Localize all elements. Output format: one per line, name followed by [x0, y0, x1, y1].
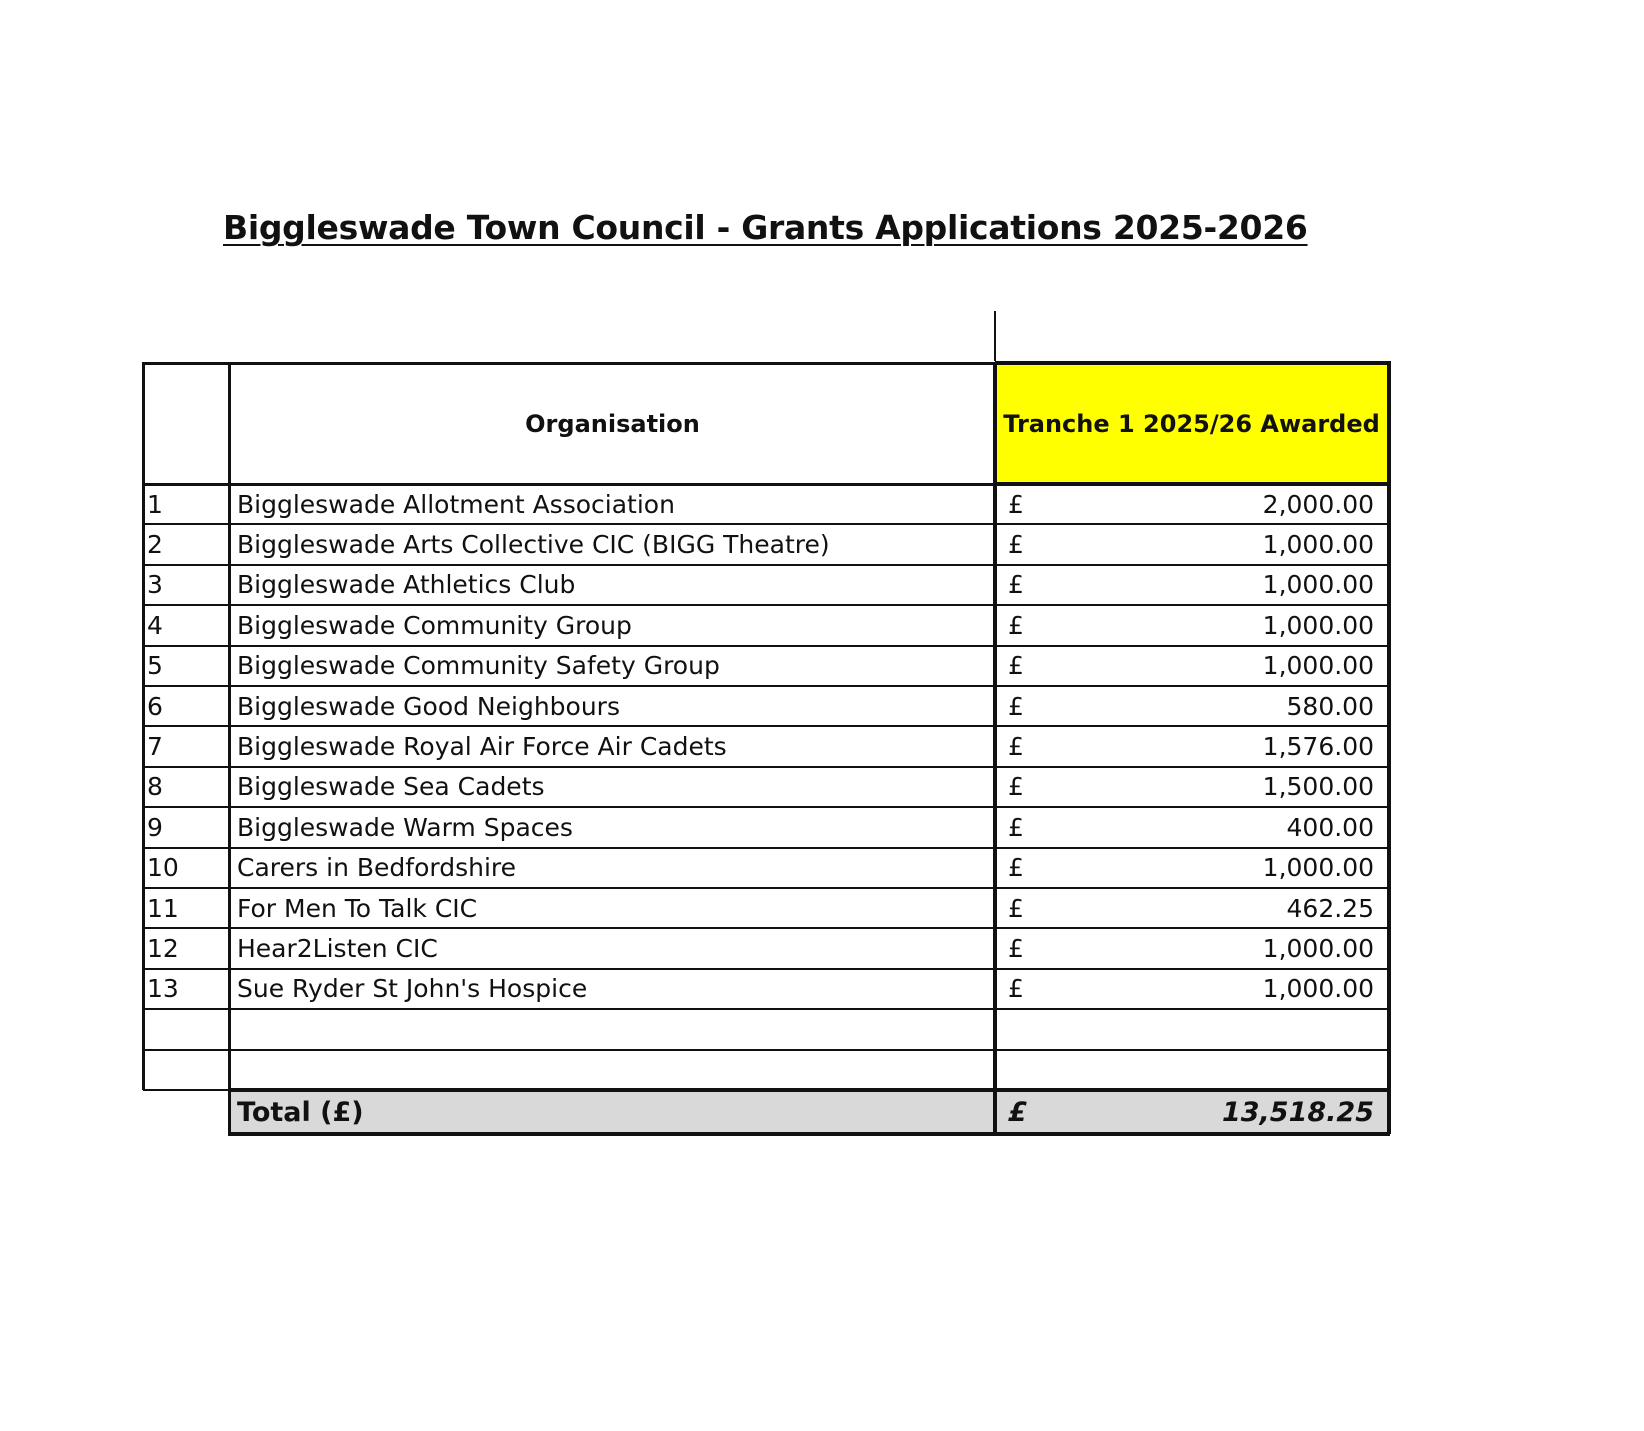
header-awarded: Tranche 1 2025/26 Awarded — [995, 363, 1388, 484]
row-currency-symbol: £ — [1008, 570, 1024, 600]
grid-line — [143, 847, 1390, 849]
empty-row-organisation — [230, 1050, 995, 1090]
row-currency-symbol: £ — [1008, 610, 1024, 640]
row-organisation: Biggleswade Allotment Association — [237, 489, 675, 519]
row-currency-symbol: £ — [1008, 853, 1024, 883]
empty-row-organisation — [230, 1009, 995, 1049]
grid-line — [143, 887, 1390, 889]
grid-line — [143, 1049, 1390, 1051]
row-number: 1 — [147, 489, 163, 519]
grid-line — [143, 604, 1390, 606]
header-organisation: Organisation — [525, 409, 700, 438]
row-amount: 2,000.00 — [1262, 489, 1374, 519]
row-amount: 462.25 — [1286, 893, 1374, 923]
grid-line — [228, 362, 231, 1134]
row-number: 6 — [147, 691, 163, 721]
row-organisation: Sue Ryder St John's Hospice — [237, 974, 588, 1004]
row-amount: 1,000.00 — [1262, 651, 1374, 681]
grid-line — [143, 685, 1390, 687]
row-amount: 580.00 — [1286, 691, 1374, 721]
grid-line — [143, 483, 995, 486]
grid-line — [143, 523, 1390, 525]
grid-line — [230, 1088, 1390, 1092]
grid-line — [995, 361, 1390, 365]
row-organisation: Biggleswade Sea Cadets — [237, 772, 545, 802]
grid-line — [143, 564, 1390, 566]
row-currency-symbol: £ — [1008, 489, 1024, 519]
row-amount: 1,000.00 — [1262, 974, 1374, 1004]
empty-row-number — [143, 1050, 230, 1090]
grid-line — [995, 482, 1390, 486]
row-number: 10 — [147, 853, 179, 883]
row-number: 9 — [147, 812, 163, 842]
row-amount: 1,576.00 — [1262, 732, 1374, 762]
row-organisation: Hear2Listen CIC — [237, 934, 438, 964]
page-title: Biggleswade Town Council - Grants Applications 2025-2026 — [223, 208, 1308, 247]
row-number: 7 — [147, 732, 163, 762]
row-currency-symbol: £ — [1008, 651, 1024, 681]
grid-line — [143, 766, 1390, 768]
row-organisation: Biggleswade Royal Air Force Air Cadets — [237, 732, 727, 762]
row-amount: 1,500.00 — [1262, 772, 1374, 802]
total-label: Total (£) — [237, 1096, 364, 1128]
total-amount: 13,518.25 — [1221, 1096, 1374, 1128]
row-currency-symbol: £ — [1008, 812, 1024, 842]
grid-line — [993, 362, 997, 1134]
row-organisation: Biggleswade Good Neighbours — [237, 691, 620, 721]
grid-line — [143, 927, 1390, 929]
row-number: 5 — [147, 651, 163, 681]
grid-line — [143, 968, 1390, 970]
empty-row-amount — [995, 1009, 1388, 1049]
row-amount: 1,000.00 — [1262, 853, 1374, 883]
row-organisation: Biggleswade Warm Spaces — [237, 812, 573, 842]
row-number: 3 — [147, 570, 163, 600]
row-organisation: For Men To Talk CIC — [237, 893, 478, 923]
row-currency-symbol: £ — [1008, 772, 1024, 802]
row-organisation: Biggleswade Community Group — [237, 610, 632, 640]
empty-row-amount — [995, 1050, 1388, 1090]
row-amount: 400.00 — [1286, 812, 1374, 842]
row-amount: 1,000.00 — [1262, 530, 1374, 560]
row-organisation: Carers in Bedfordshire — [237, 853, 517, 883]
row-currency-symbol: £ — [1008, 732, 1024, 762]
grid-line — [1387, 361, 1391, 1134]
row-currency-symbol: £ — [1008, 934, 1024, 964]
row-amount: 1,000.00 — [1262, 610, 1374, 640]
row-number: 13 — [147, 974, 179, 1004]
row-organisation: Biggleswade Arts Collective CIC (BIGG Theatre) — [237, 530, 830, 560]
grid-line — [143, 362, 231, 365]
row-currency-symbol: £ — [1008, 974, 1024, 1004]
row-number: 11 — [147, 893, 179, 923]
header-number-cell — [143, 363, 230, 484]
total-currency-symbol: £ — [1008, 1096, 1027, 1128]
row-amount: 1,000.00 — [1262, 934, 1374, 964]
empty-row-number — [143, 1009, 230, 1049]
row-number: 8 — [147, 772, 163, 802]
grid-line — [142, 362, 145, 1090]
row-number: 2 — [147, 530, 163, 560]
row-number: 4 — [147, 610, 163, 640]
row-organisation: Biggleswade Community Safety Group — [237, 651, 720, 681]
grid-line — [143, 1008, 1390, 1010]
grid-line — [230, 362, 995, 365]
grid-line — [143, 725, 1390, 727]
row-number: 12 — [147, 934, 179, 964]
grid-line — [143, 645, 1390, 647]
row-currency-symbol: £ — [1008, 691, 1024, 721]
grid-line — [228, 1132, 1390, 1136]
row-currency-symbol: £ — [1008, 893, 1024, 923]
row-organisation: Biggleswade Athletics Club — [237, 570, 576, 600]
grid-line — [143, 806, 1390, 808]
row-currency-symbol: £ — [1008, 530, 1024, 560]
row-amount: 1,000.00 — [1262, 570, 1374, 600]
